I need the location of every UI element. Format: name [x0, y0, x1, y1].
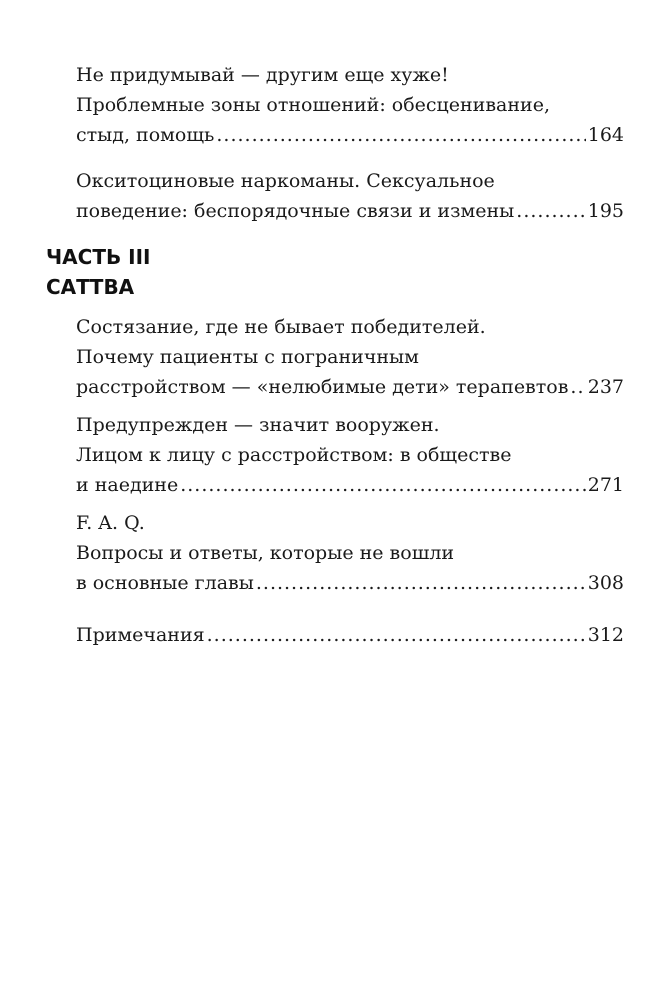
dot-leader [216, 120, 585, 150]
dot-leader [516, 196, 585, 226]
toc-entry-leader-line [76, 620, 624, 650]
toc-entry-line: Проблемные зоны отношений: обесценивание, [76, 94, 550, 116]
dot-leader [207, 620, 586, 650]
toc-entry-line: Примечания [76, 624, 205, 646]
toc-entry-leader-line [76, 470, 624, 500]
toc-entry[interactable] [76, 60, 624, 150]
page-number: 195 [587, 200, 624, 222]
dot-leader [570, 372, 585, 402]
toc-entry[interactable] [76, 508, 624, 598]
toc-entry-leader-line [76, 568, 624, 598]
toc-entry-line: Почему пациенты с пограничным [76, 346, 419, 368]
toc-entry-line: Окситоциновые наркоманы. Сексуальное [76, 170, 495, 192]
part-label: ЧАСТЬ III [46, 245, 151, 269]
toc-entry[interactable] [76, 166, 624, 226]
part-heading [46, 242, 151, 302]
toc-entry-line: и наедине [76, 474, 179, 496]
toc-entry-leader-line [76, 372, 624, 402]
toc-entry-line: поведение: беспорядочные связи и измены [76, 200, 515, 222]
page-number: 271 [587, 474, 624, 496]
page-number: 312 [587, 624, 624, 646]
dot-leader [180, 470, 586, 500]
toc-entry-line: расстройством — «нелюбимые дети» терапевтов [76, 376, 569, 398]
toc-entry-leader-line [76, 196, 624, 226]
page-number: 308 [587, 572, 624, 594]
toc-entry[interactable] [76, 312, 624, 402]
toc-entry[interactable] [76, 410, 624, 500]
toc-entry-line: Вопросы и ответы, которые не вошли [76, 542, 455, 564]
dot-leader [256, 568, 586, 598]
toc-entry-line: F. A. Q. [76, 512, 145, 534]
toc-entry-leader-line [76, 120, 624, 150]
page-number: 237 [587, 376, 624, 398]
toc-entry-line: в основные главы [76, 572, 254, 594]
toc-entry-line: Состязание, где не бывает победителей. [76, 316, 486, 338]
toc-entry-line: Лицом к лицу с расстройством: в обществе [76, 444, 512, 466]
toc-entry[interactable] [76, 620, 624, 650]
page-number: 164 [587, 124, 624, 146]
toc-entry-line: Не придумывай — другим еще хуже! [76, 64, 449, 86]
toc-entry-line: стыд, помощь [76, 124, 215, 146]
part-title: САТТВА [46, 275, 135, 299]
toc-entry-line: Предупрежден — значит вооружен. [76, 414, 440, 436]
